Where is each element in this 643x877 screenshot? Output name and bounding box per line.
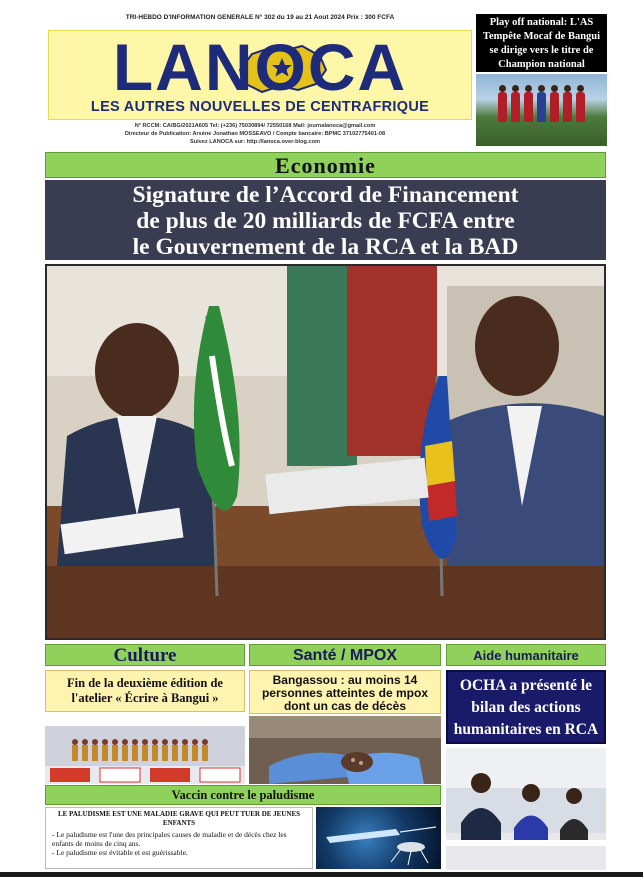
main-headline	[45, 180, 606, 260]
football-team-photo	[476, 74, 607, 146]
paludisme-box	[45, 807, 313, 869]
culture-group-photo	[45, 716, 245, 784]
section-vaccin: Vaccin contre le paludisme	[45, 785, 441, 805]
footer-rule	[0, 872, 643, 877]
section-sante: Santé / MPOX	[249, 644, 441, 666]
top-right-headline: Play off national: L'AS Tempête Mocaf de Bangui se dirige vers le titre de Champion national	[476, 14, 607, 72]
paludisme-line-1: - Le paludisme est l'une des principales causes de maladie et de décès chez les enfants de moins de cinq ans.	[52, 830, 287, 848]
contact-line-2: Directeur de Publication: Arsène Jonathan MOSSEAVO / Compte bancaire: BPMC 37102775401-08	[124, 131, 386, 137]
ocha-meeting-photo	[446, 748, 606, 870]
mpox-hands-photo	[249, 716, 441, 784]
section-economie: Economie	[45, 152, 606, 178]
contact-line-3: Suivez LANOCA sur: http://lanoca.over-blog.com	[189, 139, 320, 145]
aide-headline: OCHA a présenté le bilan des actions humanitaires en RCA	[446, 670, 606, 744]
issue-line: TRI-HEBDO D'INFORMATION GENERALE N° 302 du 19 au 21 Aout 2024 Prix : 300 FCFA	[125, 14, 395, 21]
paludisme-line-2: - Le paludisme est évitable et est guérissable.	[52, 848, 188, 857]
logo-subtitle: LES AUTRES NOUVELLES DE CENTRAFRIQUE	[90, 99, 430, 115]
contact-line-1: N° RCCM: CA/BG/2021A605 Tel: (+236) 75030894/ 72550168 Mail: journalanoca@gmail.com	[134, 123, 376, 129]
section-aide: Aide humanitaire	[446, 644, 606, 666]
headline-line-1: Signature de l’Accord de Financement	[132, 182, 519, 208]
paludisme-box-heading: LE PALUDISME EST UNE MALADIE GRAVE QUI PEUT TUER DE JEUNES ENFANTS	[57, 810, 301, 827]
sante-headline: Bangassou : au moins 14 personnes atteintes de mpox dont un cas de décès	[249, 670, 441, 714]
headline-line-3: le Gouvernement de la RCA et la BAD	[132, 234, 519, 260]
signing-ceremony-photo	[45, 264, 606, 640]
section-culture: Culture	[45, 644, 245, 666]
logo-wordmark: LANOCA	[112, 30, 408, 104]
mosquito-vaccine-photo	[316, 807, 441, 869]
culture-headline: Fin de la deuxième édition de l'atelier « Écrire à Bangui »	[45, 670, 245, 712]
headline-line-2: de plus de 20 milliards de FCFA entre	[136, 208, 515, 234]
